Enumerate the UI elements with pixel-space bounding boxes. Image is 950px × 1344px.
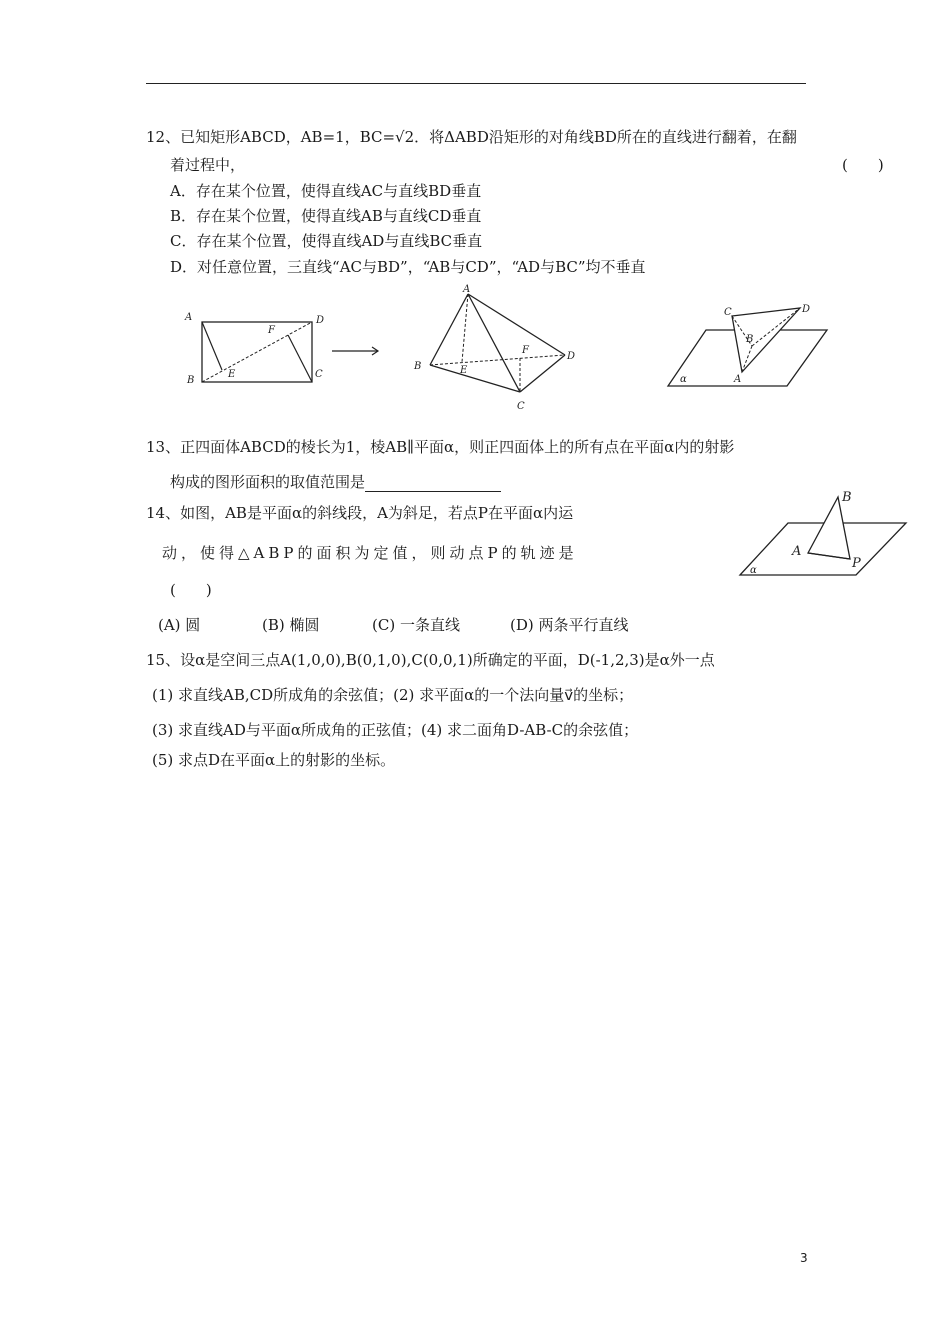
q13-line1: 13、正四面体ABCD的棱长为1，棱AB∥平面α，则正四面体上的所有点在平面α内的射影 [146, 438, 735, 456]
q14-option-c: (C) 一条直线 [372, 616, 460, 634]
q15-stem: 15、设α是空间三点A(1,0,0),B(0,1,0),C(0,0,1)所确定的平面，D(-1,2,3)是α外一点 [146, 651, 715, 669]
q14-fig-label-alpha: α [750, 565, 757, 576]
fig2-label-a: A [463, 284, 471, 295]
q12-figure-folded [410, 282, 585, 414]
header-rule [146, 83, 806, 84]
q14-option-d: (D) 两条平行直线 [510, 616, 629, 634]
q12-option-b: B．存在某个位置，使得直线AB与直线CD垂直 [170, 207, 482, 225]
q14-line1: 14、如图，AB是平面α的斜线段，A为斜足，若点P在平面α内运 [146, 504, 574, 522]
q12-stem-line2: 着过程中， [170, 156, 246, 174]
q12-stem-line1: 12、已知矩形ABCD，AB=1，BC=√2．将ΔABD沿矩形的对角线BD所在的直线进行翻着，在翻 [146, 128, 797, 146]
q12-answer-bracket: ( ) [842, 156, 884, 174]
q12-option-c: C．存在某个位置，使得直线AD与直线BC垂直 [170, 232, 483, 250]
q15-part1-2: (1) 求直线AB,CD所成角的余弦值；(2) 求平面α的一个法向量v⃗的坐标； [152, 686, 634, 704]
q13-line2 [170, 472, 501, 492]
fig3-label-d: D [802, 304, 811, 315]
q13-line2-text: 构成的图形面积的取值范围是 [170, 473, 366, 491]
q14-fig-label-p: P [852, 556, 861, 571]
q14-fig-label-a: A [792, 544, 802, 559]
fig3-label-alpha: α [680, 374, 687, 385]
fig2-label-f: F [522, 345, 529, 356]
fig2-label-c: C [517, 401, 525, 412]
q12-option-d: D．对任意位置，三直线“AC与BD”，“AB与CD”，“AD与BC”均不垂直 [170, 258, 646, 276]
q14-option-b: (B) 椭圆 [262, 616, 320, 634]
fig1-label-e: E [228, 369, 236, 380]
page-number: 3 [800, 1251, 808, 1265]
fig1-label-d: D [316, 315, 325, 326]
q13-answer-blank [365, 475, 501, 492]
fig1-label-f: F [268, 325, 275, 336]
q15-part5: (5) 求点D在平面α上的射影的坐标。 [152, 751, 396, 769]
fig3-label-a: A [734, 374, 742, 385]
fig3-label-c: C [724, 307, 732, 318]
fig2-label-e: E [460, 365, 468, 376]
q14-fig-label-b: B [842, 490, 852, 505]
fig3-label-b: B [746, 334, 754, 345]
fold-arrow-icon [330, 345, 382, 357]
fig1-label-c: C [315, 369, 323, 380]
q14-figure-plane [728, 487, 913, 583]
q14-option-a: (A) 圆 [158, 616, 201, 634]
q12-figure-plane [660, 300, 835, 390]
q15-part3-4: (3) 求直线AD与平面α所成角的正弦值；(4) 求二面角D-AB-C的余弦值； [152, 721, 639, 739]
q12-figure-rectangle [180, 305, 330, 390]
q14-line2: 动，使得△ABP的面积为定值，则动点P的轨迹是 [162, 544, 578, 562]
q14-answer-bracket: ( ) [170, 581, 212, 599]
fig1-label-a: A [185, 312, 193, 323]
fig2-label-b: B [414, 361, 422, 372]
fig1-label-b: B [187, 375, 195, 386]
fig2-label-d: D [567, 351, 576, 362]
q12-option-a: A．存在某个位置，使得直线AC与直线BD垂直 [170, 182, 482, 200]
